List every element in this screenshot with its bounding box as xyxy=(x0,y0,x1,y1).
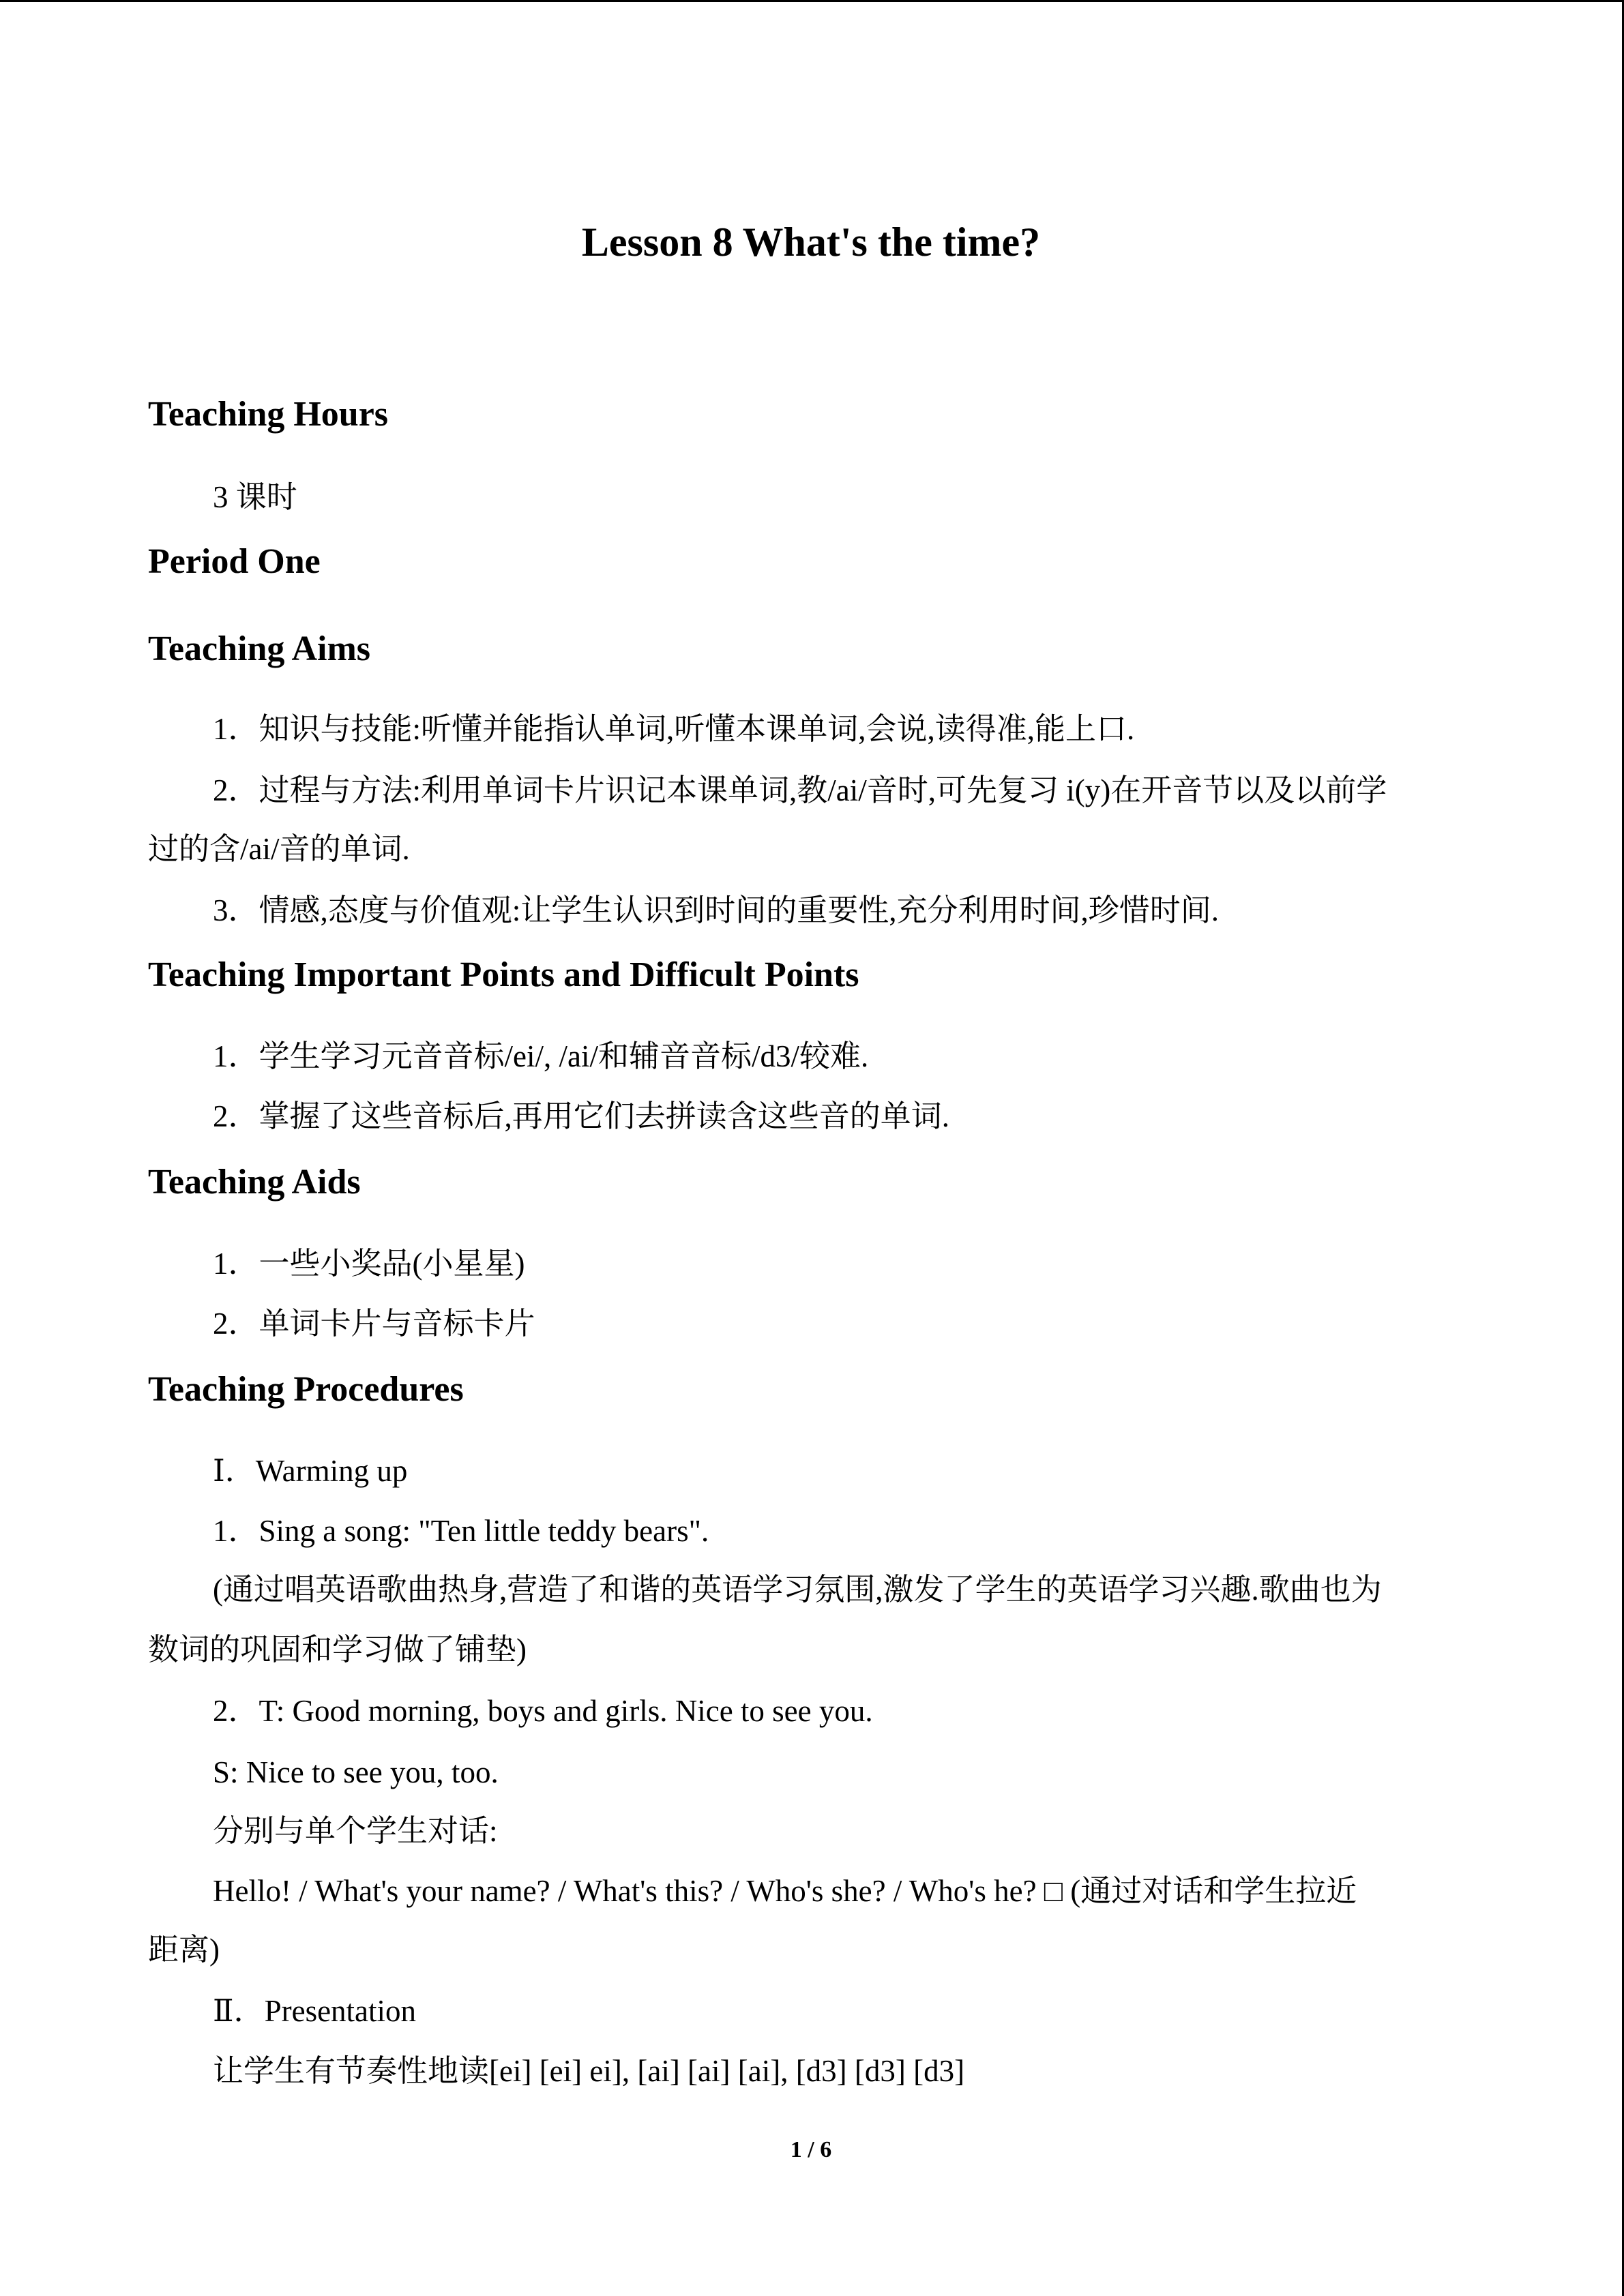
aims-line-2: 2．过程与方法:利用单词卡片识记本课单词,教/ai/音时,可先复习 i(y)在开音节以及以前学 xyxy=(213,773,1387,807)
points-line-2: 2．掌握了这些音标后,再用它们去拼读含这些音的单词. xyxy=(213,1099,950,1133)
procedure-line-cont: 距离) xyxy=(148,1933,220,1967)
procedure-line: 分别与单个学生对话: xyxy=(213,1814,498,1848)
procedure-line-cont: 数词的巩固和学习做了铺垫) xyxy=(148,1632,527,1667)
procedure-line: S: Nice to see you, too. xyxy=(213,1755,499,1789)
aims-line-3: 3．情感,态度与价值观:让学生认识到时间的重要性,充分利用时间,珍惜时间. xyxy=(213,893,1220,927)
procedure-line: 1．Sing a song: "Ten little teddy bears". xyxy=(213,1514,709,1548)
procedure-line: Hello! / What's your name? / What's this? / Who's she? / Who's he? □ (通过对话和学生拉近 xyxy=(213,1874,1357,1908)
procedure-section-presentation: Ⅱ．Presentation xyxy=(213,1994,417,2028)
aids-line-1: 1．一些小奖品(小星星) xyxy=(213,1247,525,1281)
heading-teaching-aids: Teaching Aids xyxy=(148,1163,361,1202)
aims-line-2-cont: 过的含/ai/音的单词. xyxy=(148,832,410,866)
page-number: 1 / 6 xyxy=(790,2137,832,2162)
heading-teaching-hours: Teaching Hours xyxy=(148,395,389,434)
heading-teaching-aims: Teaching Aims xyxy=(148,629,371,668)
heading-period-one: Period One xyxy=(148,542,321,581)
page-title: Lesson 8 What's the time? xyxy=(581,220,1041,265)
procedure-section-warming-up: Ⅰ．Warming up xyxy=(213,1454,408,1488)
procedure-line: 2．T: Good morning, boys and girls. Nice to see you. xyxy=(213,1694,873,1728)
procedure-line: 让学生有节奏性地读[ei] [ei] ei], [ai] [ai] [ai], [d3] [d3] [d3] xyxy=(213,2054,965,2088)
points-line-1: 1．学生学习元音音标/ei/, /ai/和辅音音标/d3/较难. xyxy=(213,1039,869,1073)
aims-line-1: 1．知识与技能:听懂并能指认单词,听懂本课单词,会说,读得准,能上口. xyxy=(213,712,1135,746)
heading-important-points: Teaching Important Points and Difficult Points xyxy=(148,955,859,994)
heading-teaching-procedures: Teaching Procedures xyxy=(148,1370,464,1409)
teaching-hours-text: 3 课时 xyxy=(213,480,297,514)
procedure-line: (通过唱英语歌曲热身,营造了和谐的英语学习氛围,激发了学生的英语学习兴趣.歌曲也为 xyxy=(213,1572,1382,1607)
aids-line-2: 2．单词卡片与音标卡片 xyxy=(213,1307,535,1341)
